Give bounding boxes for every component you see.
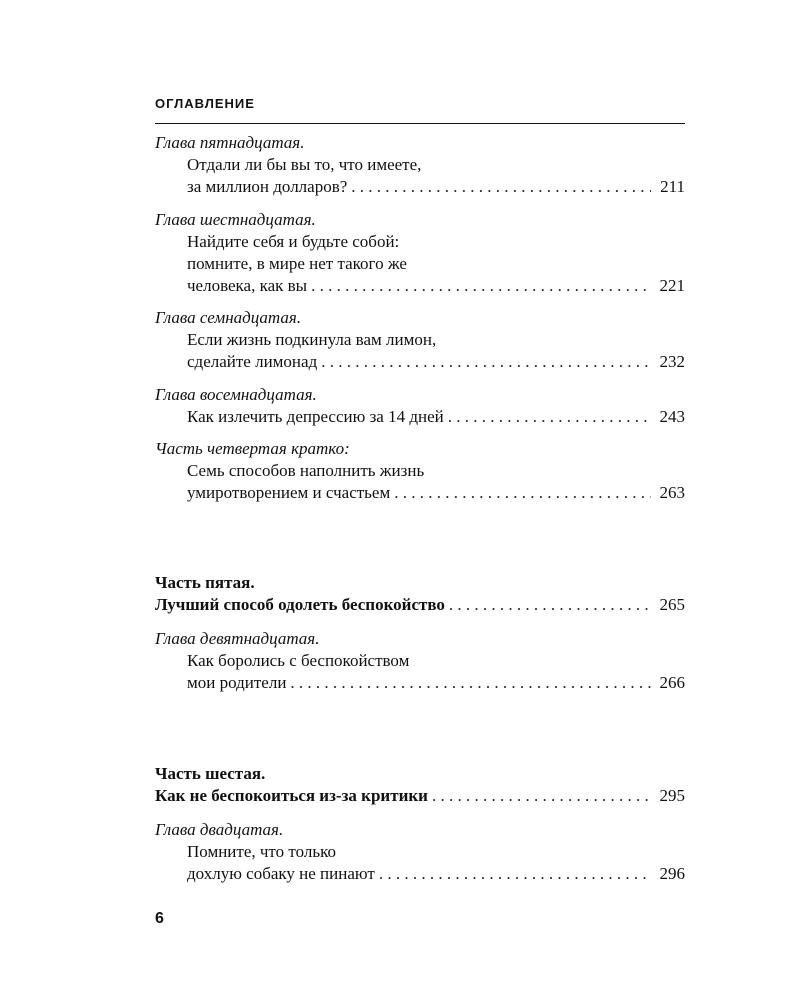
page-ref: 243 — [659, 407, 685, 426]
chapter-title: Глава семнадцатая. — [155, 308, 302, 327]
part-label: Часть пятая. — [155, 573, 255, 592]
page-ref: 263 — [659, 483, 685, 502]
chapter-line: человека, как вы — [187, 276, 308, 295]
chapter-line: помните, в мире нет такого же — [187, 254, 407, 273]
toc-part-5 — [155, 572, 685, 616]
chapter-line: Как излечить депрессию за 14 дней — [187, 407, 444, 426]
dot-leader — [307, 275, 651, 297]
dot-leader — [375, 863, 651, 885]
page-ref: 211 — [660, 177, 685, 196]
toc-entry-chapter-18 — [155, 384, 685, 428]
part-title: Как не беспокоиться из-за критики — [155, 786, 428, 805]
page-ref: 232 — [659, 352, 685, 371]
dot-leader — [428, 785, 651, 807]
toc-entry-part-4-summary — [155, 438, 685, 504]
part-label: Часть шестая. — [155, 764, 266, 783]
toc-entry-chapter-15 — [155, 132, 685, 198]
chapter-line-with-page — [155, 176, 685, 198]
toc-entry-chapter-17 — [155, 307, 685, 373]
dot-leader — [390, 482, 651, 504]
chapter-line: сделайте лимонад — [187, 352, 318, 371]
chapter-title: Глава двадцатая. — [155, 820, 284, 839]
header-rule — [155, 123, 685, 124]
chapter-title: Часть четвертая кратко: — [155, 439, 350, 458]
chapter-line: Семь способов наполнить жизнь — [187, 461, 425, 480]
chapter-line: Как боролись с беспокойством — [187, 651, 410, 670]
chapter-title: Глава шестнадцатая. — [155, 210, 316, 229]
chapter-line: дохлую собаку не пинают — [187, 864, 375, 883]
chapter-line: Найдите себя и будьте собой: — [187, 232, 400, 251]
toc-entry-chapter-19 — [155, 628, 685, 694]
page-ref: 296 — [659, 864, 685, 883]
dot-leader — [444, 406, 651, 428]
page-ref: 221 — [659, 276, 685, 295]
chapter-line: умиротворением и счастьем — [187, 483, 391, 502]
dot-leader — [317, 351, 651, 373]
chapter-line: за миллион долларов? — [187, 177, 348, 196]
chapter-line: Отдали ли бы вы то, что имеете, — [187, 155, 422, 174]
page-ref: 265 — [659, 595, 685, 614]
toc-part-6 — [155, 763, 685, 807]
toc-entry-chapter-20 — [155, 819, 685, 885]
chapter-title: Глава пятнадцатая. — [155, 133, 305, 152]
page-ref: 295 — [659, 786, 685, 805]
chapter-title: Глава девятнадцатая. — [155, 629, 320, 648]
toc-header: ОГЛАВЛЕНИЕ — [155, 96, 255, 111]
chapter-line-with-page — [155, 406, 685, 428]
chapter-line-with-page — [155, 863, 685, 885]
page-number: 6 — [155, 910, 164, 927]
chapter-line: мои родители — [187, 673, 287, 692]
chapter-line-with-page — [155, 351, 685, 373]
dot-leader — [286, 672, 651, 694]
chapter-line: Помните, что только — [187, 842, 336, 861]
part-title: Лучший способ одолеть беспокойство — [155, 595, 445, 614]
chapter-title: Глава восемнадцатая. — [155, 385, 317, 404]
chapter-line: Если жизнь подкинула вам лимон, — [187, 330, 437, 349]
page-ref: 266 — [659, 673, 685, 692]
dot-leader — [347, 176, 651, 198]
dot-leader — [445, 594, 651, 616]
chapter-line-with-page — [155, 275, 685, 297]
chapter-line-with-page — [155, 672, 685, 694]
toc-entry-chapter-16 — [155, 209, 685, 297]
part-title-with-page — [155, 594, 685, 616]
chapter-line-with-page — [155, 482, 685, 504]
part-title-with-page — [155, 785, 685, 807]
